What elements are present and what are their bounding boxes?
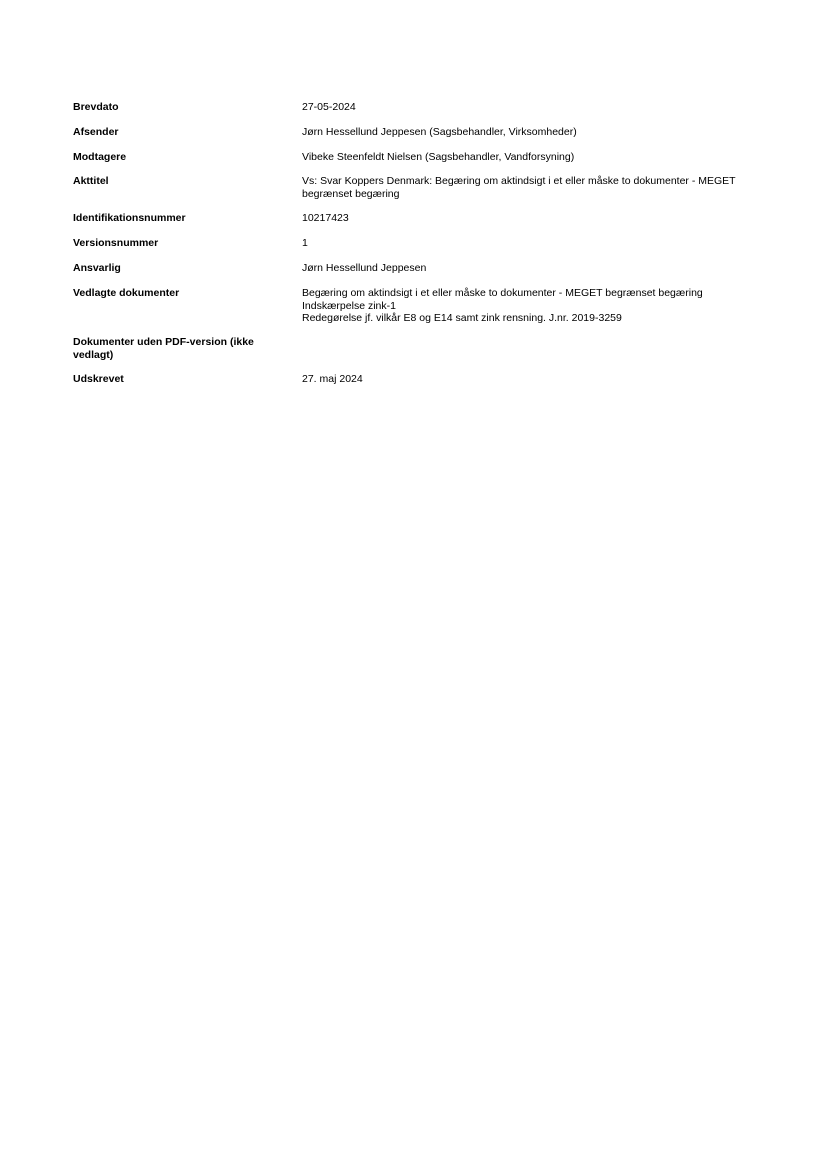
brevdato-label: Brevdato <box>73 101 119 113</box>
document-metadata-table <box>73 101 763 398</box>
vedlagt-dokument-item: Begæring om aktindsigt i et eller måske to dokumenter - MEGET begrænset begæring <box>302 287 703 299</box>
udskrevet-row <box>73 373 763 398</box>
versionsnummer-value: 1 <box>302 237 308 249</box>
identifikationsnummer-row <box>73 212 763 237</box>
akttitel-value: Vs: Svar Koppers Denmark: Begæring om aktindsigt i et eller måske to dokumenter - MEGET begrænset begæring <box>302 175 736 200</box>
modtagere-row <box>73 151 763 175</box>
vedlagte-dokumenter-row <box>73 287 763 336</box>
udskrevet-value: 27. maj 2024 <box>302 373 363 385</box>
ansvarlig-value: Jørn Hessellund Jeppesen <box>302 262 427 274</box>
versionsnummer-label: Versionsnummer <box>73 237 159 249</box>
afsender-label: Afsender <box>73 126 119 138</box>
ansvarlig-label: Ansvarlig <box>73 262 121 274</box>
afsender-value: Jørn Hessellund Jeppesen (Sagsbehandler, Virksomheder) <box>302 126 577 138</box>
akttitel-label: Akttitel <box>73 175 109 187</box>
akttitel-row <box>73 175 763 212</box>
udskrevet-label: Udskrevet <box>73 373 124 385</box>
dokumenter-uden-pdf-row <box>73 336 763 373</box>
vedlagt-dokument-item: Indskærpelse zink-1 <box>302 299 396 312</box>
identifikationsnummer-label: Identifikationsnummer <box>73 212 186 224</box>
brevdato-value: 27-05-2024 <box>302 101 356 113</box>
vedlagte-dokumenter-label: Vedlagte dokumenter <box>73 287 180 299</box>
vedlagte-dokumenter-list <box>302 287 763 325</box>
modtagere-label: Modtagere <box>73 151 127 163</box>
dokumenter-uden-pdf-label: Dokumenter uden PDF-version (ikke vedlagt) <box>73 336 254 361</box>
versionsnummer-row <box>73 237 763 262</box>
brevdato-row <box>73 101 763 126</box>
identifikationsnummer-value: 10217423 <box>302 212 349 224</box>
ansvarlig-row <box>73 262 763 287</box>
afsender-row <box>73 126 763 151</box>
modtagere-value: Vibeke Steenfeldt Nielsen (Sagsbehandler, Vandforsyning) <box>302 151 575 163</box>
vedlagt-dokument-item: Redegørelse jf. vilkår E8 og E14 samt zink rensning. J.nr. 2019-3259 <box>302 312 622 324</box>
